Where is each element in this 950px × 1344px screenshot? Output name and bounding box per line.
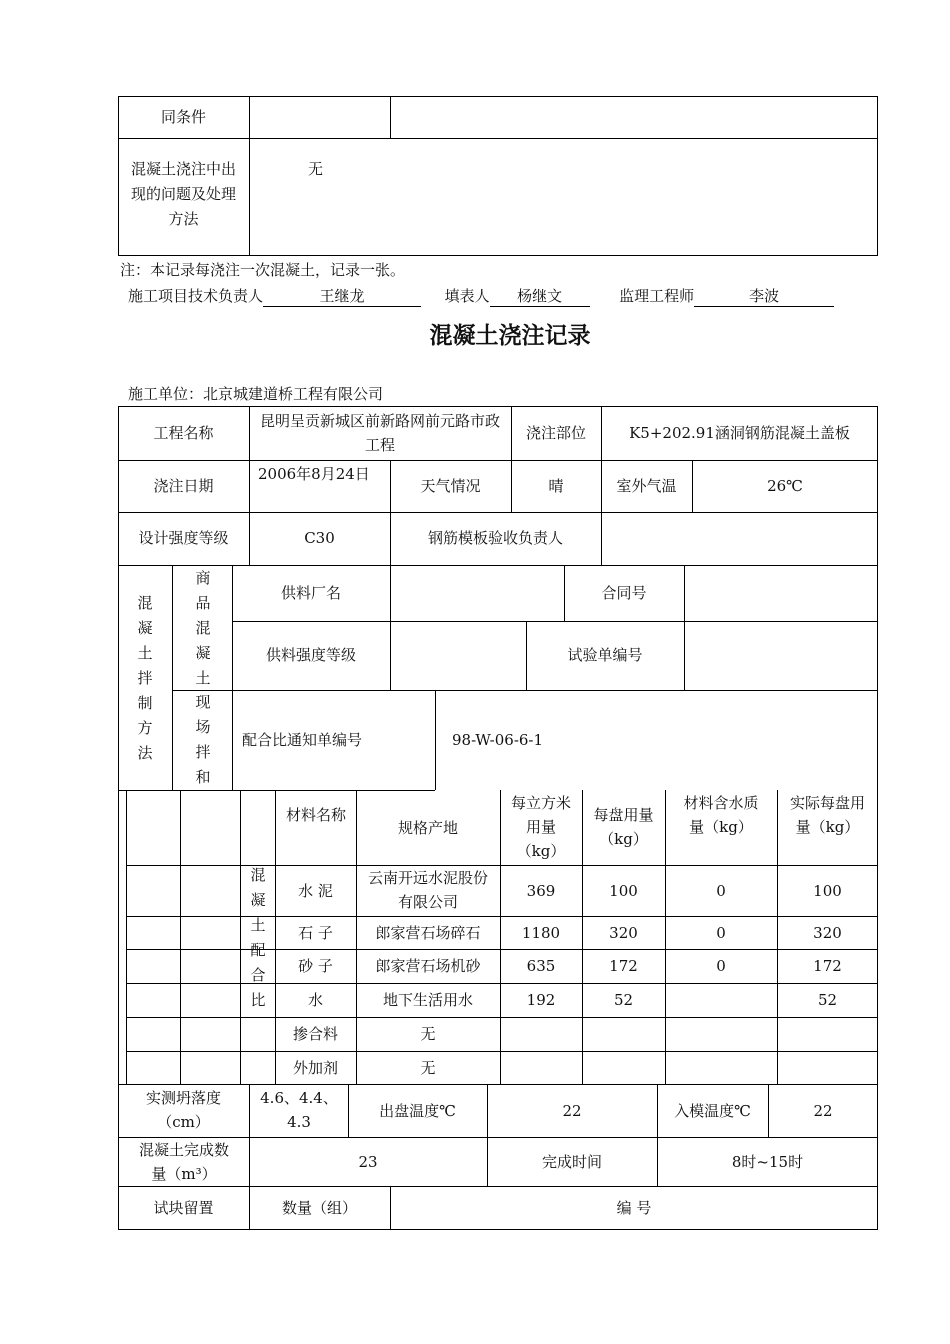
weather-label: 天气情况 [420, 477, 481, 495]
finish-time-label: 完成时间 [541, 1153, 602, 1171]
moisture-value: 0 [716, 957, 726, 975]
strength-label: 设计强度等级 [138, 529, 229, 547]
mix-ratio-label: 混凝土配合比 [250, 866, 266, 1009]
page-title: 混凝土浇注记录 [429, 322, 591, 349]
pour-part-label: 浇注部位 [525, 424, 586, 442]
problem-label: 混凝土浇注中出现的问题及处理方法 [130, 160, 236, 228]
material-spec: 云南开远水泥股份有限公司 [367, 869, 488, 911]
moisture-value: 0 [716, 882, 726, 900]
mold-temp: 22 [813, 1102, 833, 1120]
material-spec: 郎家营石场碎石 [375, 924, 481, 942]
per-batch-value: 172 [609, 957, 638, 975]
material-spec: 郎家营石场机砂 [375, 957, 481, 975]
test-no-label: 试验单编号 [567, 646, 643, 664]
header-per-m3: 每立方米用量（kg） [510, 794, 571, 860]
supervisor-label: 监理工程师 [619, 287, 695, 305]
header-spec: 规格产地 [397, 819, 458, 837]
header-moisture: 材料含水质量（kg） [683, 794, 759, 836]
actual-value: 52 [817, 991, 838, 1009]
header-actual: 实际每盘用量（kg） [789, 794, 865, 836]
material-spec: 无 [420, 1025, 436, 1043]
mix-notice: 98-W-06-6-1 [452, 731, 544, 749]
material-name: 水 [307, 991, 323, 1009]
header-material: 材料名称 [285, 806, 346, 824]
problem-value: 无 [308, 160, 324, 178]
specimen-qty-label: 数量（组） [281, 1199, 357, 1217]
out-temp-label: 出盘温度℃ [379, 1102, 456, 1120]
per-m3-value: 192 [526, 991, 556, 1009]
material-spec: 地下生活用水 [382, 991, 473, 1009]
out-temp: 22 [562, 1102, 582, 1120]
mix-method-label: 混凝土拌制方法 [137, 594, 153, 762]
specimen-no-label: 编 号 [616, 1199, 652, 1217]
pour-date-label: 浇注日期 [153, 477, 214, 495]
per-m3-value: 369 [526, 882, 556, 900]
volume-label: 混凝土完成数量（m³） [138, 1141, 229, 1183]
pour-date: 2006年8月24日 [258, 465, 370, 483]
supply-grade-label: 供料强度等级 [265, 646, 356, 664]
filler-label: 填表人 [444, 287, 490, 305]
material-name: 掺合料 [292, 1025, 338, 1043]
per-m3-value: 1180 [521, 924, 561, 942]
weather: 晴 [548, 477, 564, 495]
actual-value: 100 [813, 882, 842, 900]
mold-temp-label: 入模温度℃ [674, 1102, 751, 1120]
material-name: 外加剂 [292, 1059, 338, 1077]
material-name: 水 泥 [298, 882, 333, 900]
header-per-batch: 每盘用量（kg） [593, 806, 654, 848]
actual-value: 320 [813, 924, 842, 942]
record-note: 注：本记录每浇注一次混凝土，记录一张。 [120, 261, 406, 279]
slump-label: 实测坍落度（cm） [145, 1089, 221, 1131]
signature-line [128, 285, 834, 307]
rebar-resp-label: 钢筋模板验收负责人 [427, 529, 563, 547]
onsite-label: 现场拌和 [195, 693, 211, 786]
per-m3-value: 635 [526, 957, 556, 975]
pour-part: K5+202.91涵洞钢筋混凝土盖板 [629, 424, 850, 442]
moisture-value: 0 [716, 924, 726, 942]
material-name: 砂 子 [298, 957, 333, 975]
contract-label: 合同号 [601, 584, 647, 602]
per-batch-value: 100 [609, 882, 638, 900]
specimen-label: 试块留置 [153, 1199, 214, 1217]
supervisor-name: 李波 [694, 286, 834, 307]
per-batch-value: 52 [613, 991, 634, 1009]
mix-notice-label: 配合比通知单编号 [242, 731, 363, 749]
construction-unit: 施工单位：北京城建道桥工程有限公司 [128, 385, 384, 403]
same-condition-label: 同条件 [160, 108, 206, 126]
tech-lead-label: 施工项目技术负责人 [128, 287, 264, 305]
project-name-label: 工程名称 [153, 424, 214, 442]
tech-lead-name: 王继龙 [263, 286, 421, 307]
volume-value: 23 [358, 1153, 378, 1171]
material-spec: 无 [420, 1059, 436, 1077]
project-name: 昆明呈贡新城区前新路网前元路市政工程 [259, 412, 500, 454]
outdoor-temp-label: 室外气温 [616, 477, 677, 495]
filler-name: 杨继文 [490, 286, 590, 307]
per-batch-value: 320 [609, 924, 638, 942]
commercial-label: 商品混凝土 [195, 569, 211, 687]
supplier-label: 供料厂名 [280, 584, 341, 602]
material-name: 石 子 [298, 924, 333, 942]
strength: C30 [304, 529, 335, 547]
slump-value: 4.6、4.4、4.3 [260, 1089, 338, 1131]
outdoor-temp: 26℃ [767, 477, 803, 495]
actual-value: 172 [813, 957, 842, 975]
finish-time: 8时~15时 [731, 1153, 804, 1171]
